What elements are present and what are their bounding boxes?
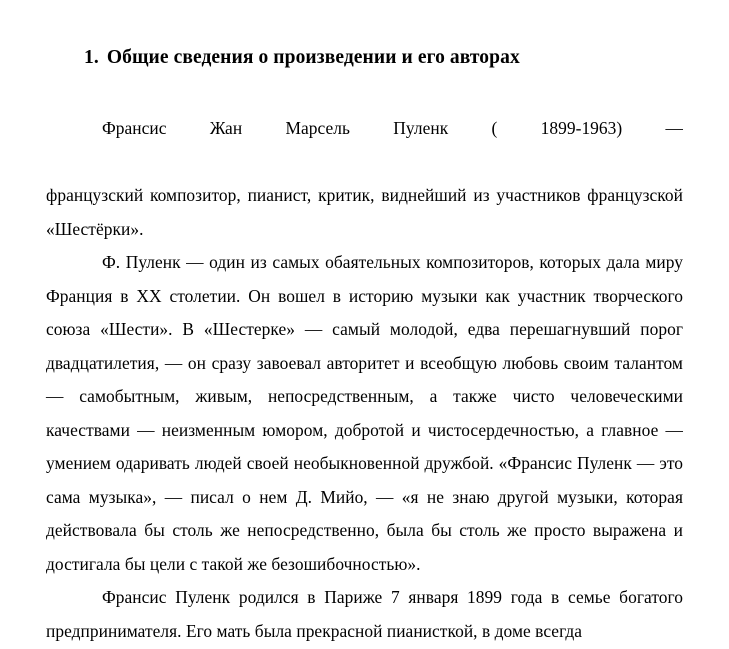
heading-text: Общие сведения о произведении и его авторах	[106, 47, 520, 68]
paragraph-composer-name	[46, 112, 683, 246]
heading-spacer	[46, 69, 683, 112]
paragraph-composer-name-line1: Франсис Жан Марсель Пуленк ( 1899-1963) —	[102, 118, 683, 139]
heading-number: 1.	[84, 47, 99, 68]
paragraph-composer-name-rest: французский композитор, пианист, критик, виднейший из участников французской «Шестёрки».	[46, 185, 683, 239]
paragraph-poulenc-description: Ф. Пуленк — один из самых обаятельных композиторов, которых дала миру Франция в XX столетии. Он вошел в историю музыки как участник творческого союза «Шести». В «Шестерке» — самый молодой, едва перешагнувший порог двадцатилетия, — он сразу завоевал авторитет и всеобщую любовь своим талантом — самобытным, живым, непосредственным, а также чисто человеческими качествами — неизменным юмором, добротой и чистосердечностью, а главное — умением одаривать людей своей необыкновенной дружбой. «Франсис Пуленк — это сама музыка», — писал о нем Д. Мийо, — «я не знаю другой музыки, которая действовала бы столь же непосредственно, была бы столь же просто выражена и достигала бы цели с такой же безошибочностью».	[46, 252, 683, 574]
page-title	[46, 46, 683, 69]
paragraph-birth: Франсис Пуленк родился в Париже 7 января 1899 года в семье богатого предпринимателя. Его мать была прекрасной пианисткой, в доме всегда	[46, 587, 683, 641]
